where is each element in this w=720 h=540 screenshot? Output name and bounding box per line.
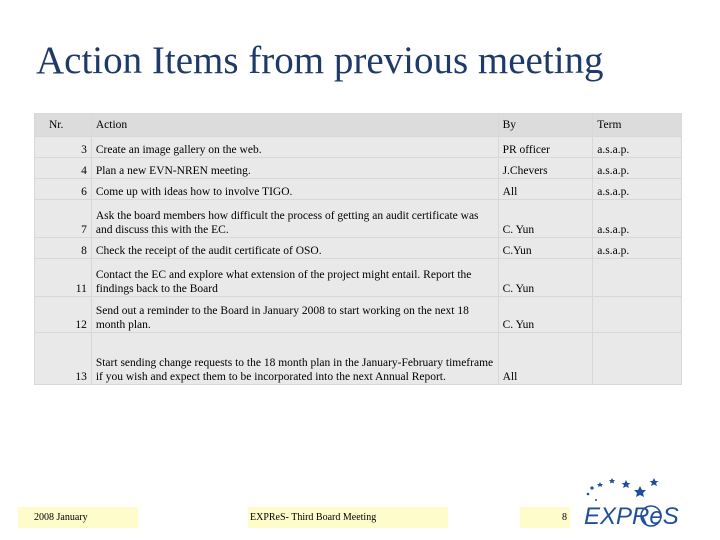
cell-nr: 8: [35, 238, 92, 259]
cell-by: J.Chevers: [498, 158, 593, 179]
cell-by: C.Yun: [498, 238, 593, 259]
header-action: Action: [91, 114, 498, 137]
cell-action: Plan a new EVN-NREN meeting.: [91, 158, 498, 179]
expres-logo: [578, 472, 698, 532]
cell-action: Come up with ideas how to involve TIGO.: [91, 179, 498, 200]
cell-nr: 6: [35, 179, 92, 200]
cell-nr: 4: [35, 158, 92, 179]
cell-term: a.s.a.p.: [593, 238, 682, 259]
cell-by: C. Yun: [498, 200, 593, 238]
cell-nr: 13: [35, 333, 92, 385]
cell-term: [593, 259, 682, 297]
cell-nr: 7: [35, 200, 92, 238]
cell-nr: 11: [35, 259, 92, 297]
cell-action: Start sending change requests to the 18 month plan in the January-February timeframe if you wish and expect them to be incorporated into the next Annual Report.: [91, 333, 498, 385]
cell-by: C. Yun: [498, 297, 593, 333]
cell-term: a.s.a.p.: [593, 200, 682, 238]
footer-meeting: EXPReS- Third Board Meeting: [248, 507, 448, 528]
cell-action: Create an image gallery on the web.: [91, 137, 498, 158]
cell-nr: 3: [35, 137, 92, 158]
table-row: [35, 179, 682, 200]
cell-term: [593, 333, 682, 385]
table-row: [35, 158, 682, 179]
cell-by: C. Yun: [498, 259, 593, 297]
cell-by: All: [498, 333, 593, 385]
footer-date: 2008 January: [18, 507, 138, 528]
slide-title: Action Items from previous meeting: [36, 39, 604, 82]
footer-page-number: 8: [520, 507, 570, 528]
cell-term: [593, 297, 682, 333]
table-row: [35, 297, 682, 333]
cell-by: PR officer: [498, 137, 593, 158]
cell-action: Send out a reminder to the Board in January 2008 to start working on the next 18 month plan.: [91, 297, 498, 333]
cell-term: a.s.a.p.: [593, 179, 682, 200]
header-term: Term: [593, 114, 682, 137]
cell-by: All: [498, 179, 593, 200]
logo-stars-icon: [587, 478, 659, 501]
cell-action: Check the receipt of the audit certificate of OSO.: [91, 238, 498, 259]
table-row: [35, 259, 682, 297]
table-row: [35, 333, 682, 385]
logo-text: EXPReS: [584, 503, 679, 530]
cell-term: a.s.a.p.: [593, 158, 682, 179]
table-header-row: [35, 114, 682, 137]
header-nr: Nr.: [35, 114, 92, 137]
cell-term: a.s.a.p.: [593, 137, 682, 158]
table-row: [35, 200, 682, 238]
cell-action: Ask the board members how difficult the process of getting an audit certificate was and discuss this with the EC.: [91, 200, 498, 238]
header-by: By: [498, 114, 593, 137]
action-items-table: [34, 113, 682, 385]
table-row: [35, 137, 682, 158]
cell-action: Contact the EC and explore what extension of the project might entail. Report the findings back to the Board: [91, 259, 498, 297]
table-row: [35, 238, 682, 259]
cell-nr: 12: [35, 297, 92, 333]
